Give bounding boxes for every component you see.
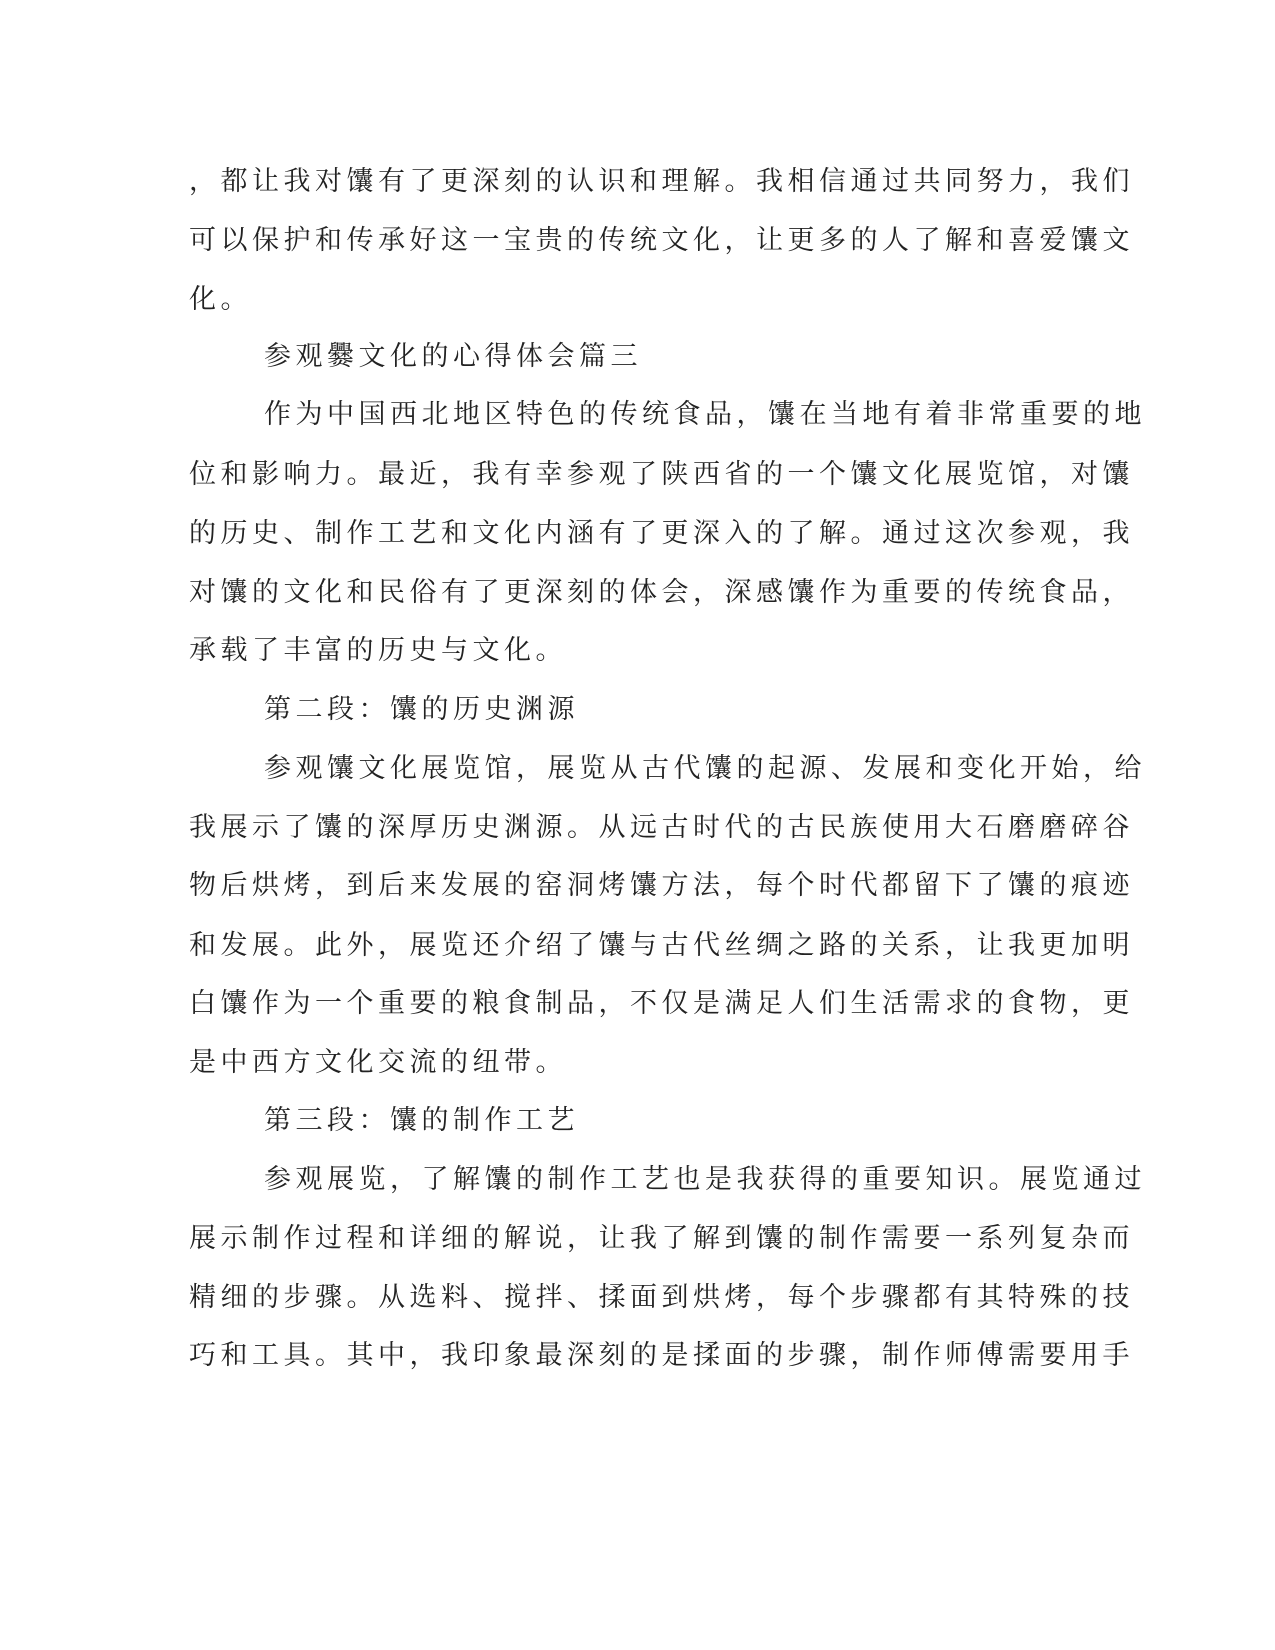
- section-heading: 第三段：馕的制作工艺: [264, 1105, 579, 1136]
- text-line: 巧和工具。其中，我印象最深刻的是揉面的步骤，制作师傅需要用手: [189, 1340, 1134, 1371]
- text-line: 精细的步骤。从选料、搅拌、揉面到烘烤，每个步骤都有其特殊的技: [189, 1282, 1134, 1313]
- text-line: 的历史、制作工艺和文化内涵有了更深入的了解。通过这次参观，我: [189, 518, 1134, 549]
- text-line: 和发展。此外，展览还介绍了馕与古代丝绸之路的关系，让我更加明: [189, 930, 1134, 961]
- text-line: 作为中国西北地区特色的传统食品，馕在当地有着非常重要的地: [264, 399, 1146, 430]
- text-line: 化。: [189, 284, 252, 315]
- text-line: 位和影响力。最近，我有幸参观了陕西省的一个馕文化展览馆，对馕: [189, 459, 1134, 490]
- text-line: ，都让我对馕有了更深刻的认识和理解。我相信通过共同努力，我们: [189, 166, 1134, 197]
- text-line: 白馕作为一个重要的粮食制品，不仅是满足人们生活需求的食物，更: [189, 988, 1134, 1019]
- section-heading: 第二段：馕的历史渊源: [264, 694, 579, 725]
- section-heading: 参观爨文化的心得体会篇三: [264, 341, 642, 372]
- text-line: 可以保护和传承好这一宝贵的传统文化，让更多的人了解和喜爱馕文: [189, 225, 1134, 256]
- text-line: 参观馕文化展览馆，展览从古代馕的起源、发展和变化开始，给: [264, 753, 1146, 784]
- text-line: 对馕的文化和民俗有了更深刻的体会，深感馕作为重要的传统食品，: [189, 577, 1134, 608]
- text-line: 展示制作过程和详细的解说，让我了解到馕的制作需要一系列复杂而: [189, 1223, 1134, 1254]
- text-line: 我展示了馕的深厚历史渊源。从远古时代的古民族使用大石磨磨碎谷: [189, 812, 1134, 843]
- text-line: 承载了丰富的历史与文化。: [189, 635, 567, 666]
- text-line: 物后烘烤，到后来发展的窑洞烤馕方法，每个时代都留下了馕的痕迹: [189, 870, 1134, 901]
- text-line: 参观展览，了解馕的制作工艺也是我获得的重要知识。展览通过: [264, 1164, 1146, 1195]
- text-line: 是中西方文化交流的纽带。: [189, 1047, 567, 1078]
